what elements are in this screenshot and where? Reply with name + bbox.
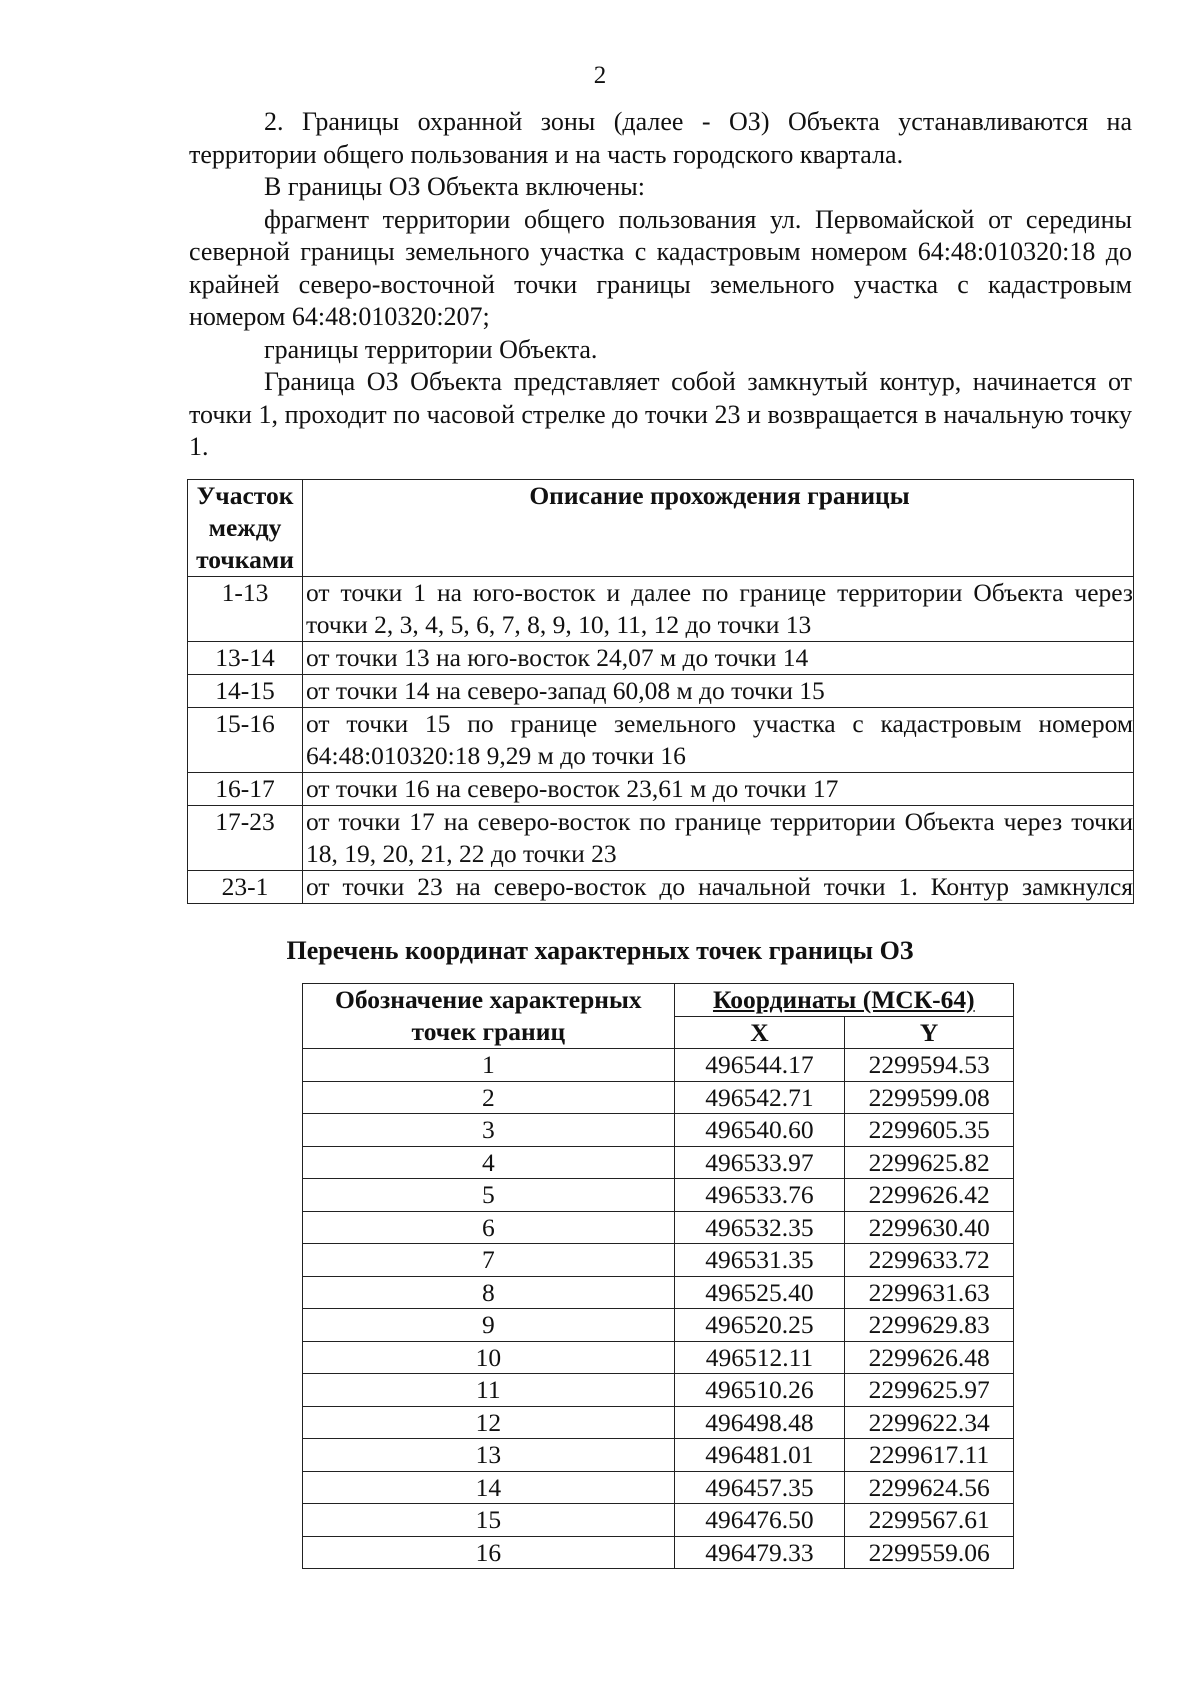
coordinates-table (302, 983, 1014, 1569)
coords-header-row (303, 984, 1014, 1017)
description-cell: от точки 15 по границе земельного участка с кадастровым номером 64:48:010320:18 9,29 м до точки 16 (303, 708, 1134, 773)
point-cell: 10 (303, 1341, 675, 1374)
description-cell: от точки 17 на северо-восток по границе территории Объекта через точки 18, 19, 20, 21, 22 до точки 23 (303, 806, 1134, 871)
y-cell: 2299633.72 (845, 1244, 1014, 1277)
table-row (188, 773, 1134, 806)
table-row (188, 642, 1134, 675)
header-x: X (674, 1016, 845, 1049)
table-row (303, 1049, 1014, 1082)
point-cell: 15 (303, 1504, 675, 1537)
point-cell: 16 (303, 1536, 675, 1569)
x-cell: 496498.48 (674, 1406, 845, 1439)
x-cell: 496457.35 (674, 1471, 845, 1504)
paragraph-contour: Граница ОЗ Объекта представляет собой замкнутый контур, начинается от точки 1, проходит по часовой стрелке до точки 23 и возвращается в начальную точку 1. (189, 367, 1132, 461)
table-row (303, 1471, 1014, 1504)
y-cell: 2299594.53 (845, 1049, 1014, 1082)
y-cell: 2299622.34 (845, 1406, 1014, 1439)
segment-cell: 13-14 (188, 642, 303, 675)
point-cell: 3 (303, 1114, 675, 1147)
page-number: 2 (593, 62, 607, 89)
x-cell: 496533.97 (674, 1146, 845, 1179)
table-header-row (188, 480, 1134, 577)
x-cell: 496476.50 (674, 1504, 845, 1537)
y-cell: 2299599.08 (845, 1081, 1014, 1114)
coords-title: Перечень координат характерных точек границы ОЗ (286, 936, 914, 965)
y-cell: 2299617.11 (845, 1439, 1014, 1472)
point-cell: 9 (303, 1309, 675, 1342)
table-row (303, 1146, 1014, 1179)
table-row (303, 1504, 1014, 1537)
header-y: Y (845, 1016, 1014, 1049)
point-cell: 12 (303, 1406, 675, 1439)
point-cell: 7 (303, 1244, 675, 1277)
description-cell: от точки 23 на северо-восток до начальной точки 1. Контур замкнулся (303, 871, 1134, 904)
y-cell: 2299625.97 (845, 1374, 1014, 1407)
paragraph-fragment: фрагмент территории общего пользования ул. Первомайской от середины северной границы земельного участка с кадастровым номером 64:48:010320:18 до крайней северо-восточной точки границы земельного участка с кадастровым номером 64:48:010320:207; (189, 204, 1132, 331)
header-segment: Участок между точками (188, 480, 303, 577)
segment-cell: 23-1 (188, 871, 303, 904)
point-cell: 2 (303, 1081, 675, 1114)
header-description: Описание прохождения границы (303, 480, 1134, 577)
description-cell: от точки 14 на северо-запад 60,08 м до точки 15 (303, 675, 1134, 708)
y-cell: 2299624.56 (845, 1471, 1014, 1504)
point-cell: 6 (303, 1211, 675, 1244)
y-cell: 2299567.61 (845, 1504, 1014, 1537)
x-cell: 496533.76 (674, 1179, 845, 1212)
x-cell: 496479.33 (674, 1536, 845, 1569)
paragraph-included: В границы ОЗ Объекта включены: (264, 172, 645, 201)
table-row (303, 1341, 1014, 1374)
x-cell: 496481.01 (674, 1439, 845, 1472)
x-cell: 496525.40 (674, 1276, 845, 1309)
table-row (188, 871, 1134, 904)
table-row (303, 1081, 1014, 1114)
description-cell: от точки 16 на северо-восток 23,61 м до точки 17 (303, 773, 1134, 806)
table-row (303, 1374, 1014, 1407)
y-cell: 2299630.40 (845, 1211, 1014, 1244)
description-cell: от точки 1 на юго-восток и далее по границе территории Объекта через точки 2, 3, 4, 5, 6, 7, 8, 9, 10, 11, 12 до точки 13 (303, 577, 1134, 642)
point-cell: 1 (303, 1049, 675, 1082)
x-cell: 496531.35 (674, 1244, 845, 1277)
y-cell: 2299626.42 (845, 1179, 1014, 1212)
description-cell: от точки 13 на юго-восток 24,07 м до точки 14 (303, 642, 1134, 675)
boundary-table-body (188, 577, 1134, 904)
table-row (303, 1536, 1014, 1569)
table-row (303, 1179, 1014, 1212)
table-row (303, 1309, 1014, 1342)
table-row (188, 806, 1134, 871)
x-cell: 496540.60 (674, 1114, 845, 1147)
point-cell: 11 (303, 1374, 675, 1407)
x-cell: 496532.35 (674, 1211, 845, 1244)
y-cell: 2299605.35 (845, 1114, 1014, 1147)
segment-cell: 1-13 (188, 577, 303, 642)
table-row (303, 1406, 1014, 1439)
x-cell: 496542.71 (674, 1081, 845, 1114)
table-row (303, 1276, 1014, 1309)
paragraph-zone-boundaries: 2. Границы охранной зоны (далее - ОЗ) Объекта устанавливаются на территории общего пользования и на часть городского квартала. (189, 107, 1132, 169)
y-cell: 2299631.63 (845, 1276, 1014, 1309)
paragraph-object-territory: границы территории Объекта. (264, 334, 598, 364)
point-cell: 14 (303, 1471, 675, 1504)
point-cell: 5 (303, 1179, 675, 1212)
x-cell: 496510.26 (674, 1374, 845, 1407)
table-row (303, 1439, 1014, 1472)
header-points: Обозначение характерных точек границ (303, 984, 675, 1049)
x-cell: 496512.11 (674, 1341, 845, 1374)
table-row (303, 1114, 1014, 1147)
table-row (188, 577, 1134, 642)
x-cell: 496544.17 (674, 1049, 845, 1082)
segment-cell: 17-23 (188, 806, 303, 871)
segment-cell: 14-15 (188, 675, 303, 708)
y-cell: 2299626.48 (845, 1341, 1014, 1374)
coords-table-body (303, 1049, 1014, 1569)
y-cell: 2299629.83 (845, 1309, 1014, 1342)
y-cell: 2299625.82 (845, 1146, 1014, 1179)
boundary-description-table (187, 479, 1134, 904)
table-row (303, 1244, 1014, 1277)
point-cell: 4 (303, 1146, 675, 1179)
y-cell: 2299559.06 (845, 1536, 1014, 1569)
point-cell: 8 (303, 1276, 675, 1309)
segment-cell: 16-17 (188, 773, 303, 806)
point-cell: 13 (303, 1439, 675, 1472)
header-coords: Координаты (МСК-64) (674, 984, 1013, 1017)
x-cell: 496520.25 (674, 1309, 845, 1342)
body-text (189, 106, 1132, 464)
table-row (188, 675, 1134, 708)
segment-cell: 15-16 (188, 708, 303, 773)
table-row (303, 1211, 1014, 1244)
table-row (188, 708, 1134, 773)
